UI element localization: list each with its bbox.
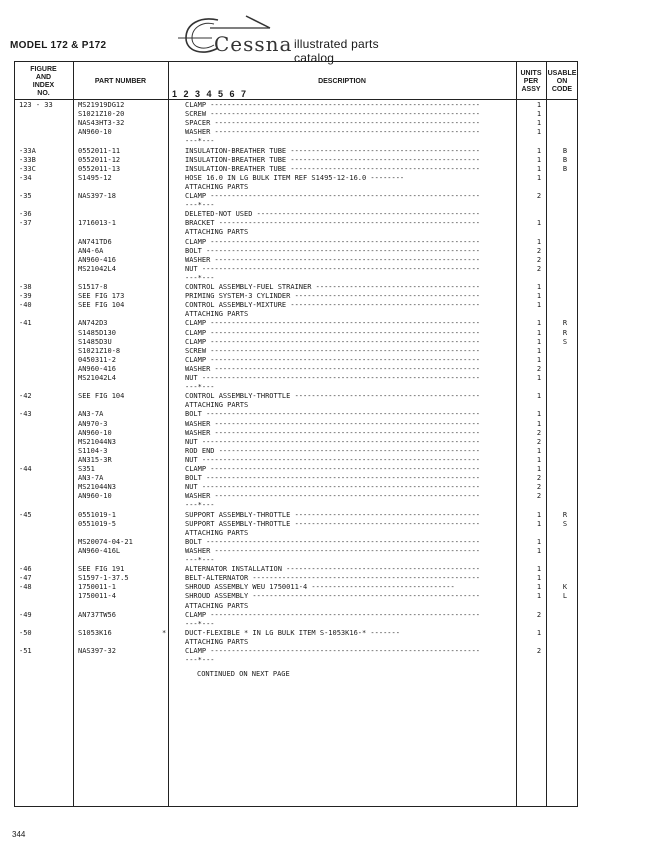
description-cell: BOLT -----------------------------------------------------------------	[185, 537, 481, 546]
description-cell: ---*---	[185, 383, 215, 392]
page-number: 344	[12, 830, 26, 839]
col-head-desc: DESCRIPTION	[318, 78, 366, 85]
description-cell: BRACKET --------------------------------------------------------------	[185, 219, 481, 228]
description-cell: CLAMP ----------------------------------------------------------------	[185, 192, 481, 200]
part-number-cell: SEE FIG 104	[78, 392, 125, 401]
description-cell: INSULATION-BREATHER TUBE ---------------------------------------------	[185, 146, 481, 155]
description-cell: ---*---	[185, 273, 215, 282]
col-head-index	[14, 66, 73, 98]
part-number-cell: 0551019-1	[78, 510, 116, 519]
units-cell: 1	[536, 592, 542, 601]
units-cell: 2	[536, 483, 542, 492]
index-cell: -34	[19, 173, 32, 182]
part-number-cell: S351	[78, 465, 95, 473]
index-cell: -44	[19, 465, 32, 473]
part-number-cell: AN3-7A	[78, 410, 104, 419]
table-row	[14, 401, 578, 410]
table-row	[14, 647, 578, 656]
description-cell: WASHER ---------------------------------------------------------------	[185, 419, 481, 428]
description-cell: ---*---	[185, 201, 215, 210]
description-cell: ---*---	[185, 556, 215, 564]
units-cell: 1	[536, 219, 542, 228]
table-row	[14, 592, 578, 601]
description-cell: BOLT -----------------------------------------------------------------	[185, 474, 481, 483]
units-cell: 1	[536, 337, 542, 346]
col-head-units	[516, 70, 546, 94]
table-row	[14, 492, 578, 501]
part-number-cell: AN4-6A	[78, 246, 104, 255]
description-cell: NUT ------------------------------------------------------------------	[185, 455, 481, 464]
description-cell: ATTACHING PARTS	[185, 182, 249, 191]
part-number-cell: S1485D130	[78, 328, 116, 337]
index-cell: -51	[19, 647, 32, 655]
description-cell: SUPPORT ASSEMBLY-THROTTLE --------------------------------------------	[185, 519, 481, 528]
units-cell: 1	[536, 101, 542, 109]
header-divider	[14, 99, 578, 100]
units-cell: 1	[536, 410, 542, 419]
part-number-cell: AN315-3R	[78, 455, 112, 464]
description-cell: DUCT-FLEXIBLE * IN LG BULK ITEM S-1053K16-* -------	[185, 628, 400, 637]
index-cell: -38	[19, 283, 32, 291]
table-row	[14, 338, 578, 347]
col-head-index-line: NO.	[37, 90, 50, 97]
part-number-cell: MS21042L4	[78, 264, 116, 273]
table-row	[14, 219, 578, 228]
table-row	[14, 147, 578, 156]
description-cell: CLAMP ----------------------------------------------------------------	[185, 355, 481, 364]
usable-code-cell: B	[562, 155, 568, 164]
table-row	[14, 365, 578, 374]
description-cell: CLAMP ----------------------------------------------------------------	[185, 647, 481, 655]
usable-code-cell: K	[562, 583, 568, 592]
units-cell: 1	[536, 146, 542, 155]
index-cell: -39	[19, 292, 32, 301]
units-cell: 1	[536, 565, 542, 574]
units-cell: 1	[536, 237, 542, 246]
table-row	[14, 201, 578, 210]
units-cell: 1	[536, 173, 542, 182]
units-cell: 2	[536, 610, 542, 619]
units-cell: 1	[536, 128, 542, 137]
table-row	[14, 137, 578, 146]
table-row	[14, 629, 578, 638]
table-row	[14, 556, 578, 565]
table-row	[14, 447, 578, 456]
units-cell: 1	[536, 446, 542, 455]
table-row	[14, 429, 578, 438]
table-row	[14, 310, 578, 319]
description-cell: NUT ------------------------------------------------------------------	[185, 374, 481, 382]
units-cell: 1	[536, 392, 542, 401]
table-row	[14, 183, 578, 192]
description-cell: SCREW ----------------------------------------------------------------	[185, 110, 481, 119]
continued-note: CONTINUED ON NEXT PAGE	[197, 670, 290, 678]
part-number-cell: AN960-10	[78, 428, 112, 437]
description-cell: CLAMP ----------------------------------------------------------------	[185, 337, 481, 346]
description-cell: BELT-ALTERNATOR ------------------------------------------------------	[185, 574, 481, 583]
index-cell: -41	[19, 319, 32, 328]
table-row	[14, 483, 578, 492]
table-row	[14, 283, 578, 292]
usable-code-cell: R	[562, 319, 568, 328]
table-row	[14, 274, 578, 283]
description-cell: SPACER ---------------------------------------------------------------	[185, 119, 481, 128]
table-row	[14, 565, 578, 574]
part-number-cell: AN960-416	[78, 364, 116, 373]
units-cell: 1	[536, 292, 542, 301]
description-cell: WASHER ---------------------------------------------------------------	[185, 492, 481, 501]
units-cell: 2	[536, 255, 542, 264]
units-cell: 1	[536, 455, 542, 464]
part-number-cell: SEE FIG 104	[78, 301, 125, 310]
part-number-cell: AN970-3	[78, 419, 108, 428]
description-cell: INSULATION-BREATHER TUBE ---------------------------------------------	[185, 164, 481, 173]
units-cell: 1	[536, 519, 542, 528]
units-cell: 2	[536, 246, 542, 255]
table-row	[14, 474, 578, 483]
units-cell: 2	[536, 364, 542, 373]
part-number-cell: NAS43HT3-32	[78, 119, 125, 128]
col-head-usable-line: ON	[556, 78, 568, 85]
units-cell: 1	[536, 510, 542, 519]
table-row	[14, 347, 578, 356]
table-row	[14, 156, 578, 165]
description-cell: NUT ------------------------------------------------------------------	[185, 437, 481, 446]
units-cell: 2	[536, 492, 542, 501]
index-cell: -40	[19, 301, 32, 310]
description-cell: SUPPORT ASSEMBLY-THROTTLE --------------------------------------------	[185, 510, 481, 519]
description-cell: ATTACHING PARTS	[185, 637, 249, 646]
col-head-units-line: UNITS	[520, 70, 542, 77]
description-cell: CLAMP ----------------------------------------------------------------	[185, 101, 481, 109]
description-cell: PRIMING SYSTEM-3 CYLINDER --------------------------------------------	[185, 292, 481, 301]
index-cell: -33A	[19, 146, 36, 155]
table-row	[14, 210, 578, 219]
index-cell: -48	[19, 583, 32, 592]
table-row	[14, 410, 578, 419]
table-row	[14, 392, 578, 401]
col-head-index-line: INDEX	[32, 82, 55, 89]
units-cell: 2	[536, 437, 542, 446]
part-number-cell: AN960-10	[78, 492, 112, 501]
table-row	[14, 128, 578, 137]
part-number-cell: SEE FIG 173	[78, 292, 125, 301]
part-number-cell: AN3-7A	[78, 474, 104, 483]
table-row	[14, 501, 578, 510]
table-row	[14, 301, 578, 310]
part-number-cell: 1750011-4	[78, 592, 116, 601]
part-number-cell: S1104-3	[78, 446, 108, 455]
part-number-cell: S1597-1-37.5	[78, 574, 129, 583]
part-number-cell: 0552011-13	[78, 164, 121, 173]
col-head-units-line: PER	[523, 78, 539, 85]
col-head-usable-line: USABLE	[547, 70, 577, 77]
description-cell: ---*---	[185, 619, 215, 628]
table-row	[14, 292, 578, 301]
description-cell: ATTACHING PARTS	[185, 228, 249, 237]
units-cell: 1	[536, 537, 542, 546]
units-cell: 1	[536, 155, 542, 164]
usable-code-cell: R	[562, 328, 568, 337]
description-cell: ---*---	[185, 656, 215, 665]
col-head-usable	[546, 70, 578, 94]
part-number-cell: AN742D3	[78, 319, 108, 328]
units-cell: 2	[536, 474, 542, 483]
index-cell: -50	[19, 628, 32, 637]
description-cell: SHROUD ASSEMBLY ------------------------------------------------------	[185, 592, 481, 601]
table-row	[14, 238, 578, 247]
part-number-cell: 0552011-11	[78, 146, 121, 155]
description-cell: ALTERNATOR INSTALLATION ----------------------------------------------	[185, 565, 481, 574]
table-row	[14, 456, 578, 465]
index-cell: 123 - 33	[19, 101, 53, 109]
part-number-cell: S1053K16	[78, 628, 112, 637]
part-number-cell: AN960-416L	[78, 546, 121, 555]
part-number-cell: NAS397-18	[78, 192, 116, 200]
description-cell: WASHER ---------------------------------------------------------------	[185, 255, 481, 264]
part-number-cell: NAS397-32	[78, 647, 116, 655]
description-cell: DELETED-NOT USED -----------------------------------------------------	[185, 210, 481, 219]
description-cell: CLAMP ----------------------------------------------------------------	[185, 465, 481, 473]
description-cell: CLAMP ----------------------------------------------------------------	[185, 610, 481, 619]
table-row	[14, 465, 578, 474]
units-cell: 1	[536, 628, 542, 637]
description-cell: NUT ------------------------------------------------------------------	[185, 483, 481, 492]
table-row	[14, 620, 578, 629]
part-number-cell: AN960-10	[78, 128, 112, 137]
description-cell: SHROUD ASSEMBLY WEU 1750011-4 ----------------------------------	[185, 583, 455, 592]
col-head-index-line: FIGURE	[30, 66, 57, 73]
part-number-cell: MS21919DG12	[78, 101, 125, 109]
description-cell: CLAMP ----------------------------------------------------------------	[185, 237, 481, 246]
index-cell: -42	[19, 392, 32, 401]
index-cell: -35	[19, 192, 32, 200]
table-row	[14, 110, 578, 119]
usable-code-cell: L	[562, 592, 568, 601]
description-cell: ATTACHING PARTS	[185, 528, 249, 537]
table-row	[14, 319, 578, 328]
part-number-cell: AN960-416	[78, 255, 116, 264]
units-cell: 1	[536, 301, 542, 310]
part-number-cell: 0551019-5	[78, 519, 116, 528]
index-cell: -33C	[19, 164, 36, 173]
description-cell: BOLT -----------------------------------------------------------------	[185, 410, 481, 419]
units-cell: 1	[536, 346, 542, 355]
description-cell: CLAMP ----------------------------------------------------------------	[185, 319, 481, 328]
units-cell: 1	[536, 164, 542, 173]
units-cell: 1	[536, 319, 542, 328]
index-cell: -49	[19, 610, 32, 619]
description-cell: CONTROL ASSEMBLY-MIXTURE ---------------------------------------------	[185, 301, 481, 310]
part-number-cell: S1517-8	[78, 283, 108, 291]
part-number-cell: MS21044N3	[78, 483, 116, 492]
part-number-cell: SEE FIG 191	[78, 565, 125, 574]
model-title: MODEL 172 & P172	[10, 40, 107, 51]
description-cell: HOSE 16.0 IN LG BULK ITEM REF S1495-12-16.0 --------	[185, 173, 405, 182]
table-row	[14, 119, 578, 128]
cessna-logo	[178, 10, 408, 65]
units-cell: 1	[536, 283, 542, 291]
table-row	[14, 656, 578, 665]
table-row	[14, 574, 578, 583]
units-cell: 1	[536, 546, 542, 555]
description-cell: ---*---	[185, 501, 215, 510]
part-number-cell: AN737TW56	[78, 610, 116, 619]
index-cell: -43	[19, 410, 32, 419]
part-number-cell: MS21042L4	[78, 374, 116, 382]
units-cell: 1	[536, 419, 542, 428]
units-cell: 2	[536, 192, 542, 200]
units-cell: 1	[536, 465, 542, 473]
part-number-cell: S1485D3U	[78, 337, 112, 346]
part-number-cell: 1750011-1	[78, 583, 116, 592]
table-row	[14, 329, 578, 338]
description-cell: CONTROL ASSEMBLY-THROTTLE --------------------------------------------	[185, 392, 481, 401]
desc-indent-levels: 1 2 3 4 5 6 7	[172, 89, 249, 99]
description-cell: ATTACHING PARTS	[185, 310, 249, 319]
index-cell: -47	[19, 574, 32, 583]
table-row	[14, 101, 578, 110]
description-cell: WASHER ---------------------------------------------------------------	[185, 128, 481, 137]
index-cell: -36	[19, 210, 32, 219]
table-row	[14, 538, 578, 547]
table-row	[14, 192, 578, 201]
table-row	[14, 438, 578, 447]
index-cell: -45	[19, 510, 32, 519]
units-cell: 2	[536, 647, 542, 655]
index-cell: -46	[19, 565, 32, 574]
table-row	[14, 256, 578, 265]
part-number-cell: S1021Z10-8	[78, 346, 121, 355]
table-row	[14, 547, 578, 556]
table-row	[14, 420, 578, 429]
description-cell: CLAMP ----------------------------------------------------------------	[185, 328, 481, 337]
table-row	[14, 374, 578, 383]
col-head-part: PART NUMBER	[94, 78, 147, 85]
description-cell: NUT ------------------------------------------------------------------	[185, 264, 481, 273]
description-cell: WASHER ---------------------------------------------------------------	[185, 546, 481, 555]
part-number-cell: 0450311-2	[78, 355, 116, 364]
units-cell: 1	[536, 574, 542, 583]
table-row	[14, 583, 578, 592]
description-cell: SCREW ----------------------------------------------------------------	[185, 346, 481, 355]
units-cell: 1	[536, 110, 542, 119]
description-cell: ATTACHING PARTS	[185, 601, 249, 610]
table-row	[14, 383, 578, 392]
units-cell: 1	[536, 355, 542, 364]
table-row	[14, 511, 578, 520]
units-cell: 1	[536, 328, 542, 337]
table-row	[14, 356, 578, 365]
col-head-units-line: ASSY	[521, 86, 541, 93]
part-number-cell: S1495-12	[78, 173, 112, 182]
usable-code-cell: S	[562, 519, 568, 528]
table-row	[14, 611, 578, 620]
usable-code-cell: R	[562, 510, 568, 519]
part-number-cell: MS20074-04-21	[78, 537, 133, 546]
usable-code-cell: B	[562, 164, 568, 173]
table-row	[14, 174, 578, 183]
table-row	[14, 228, 578, 237]
index-cell: -37	[19, 219, 32, 228]
table-row	[14, 247, 578, 256]
part-number-cell: 0552011-12	[78, 155, 121, 164]
units-cell: 1	[536, 583, 542, 592]
col-head-index-line: AND	[35, 74, 52, 81]
part-number-cell: AN741TD6	[78, 237, 112, 246]
description-cell: ---*---	[185, 137, 215, 146]
part-mark-cell: *	[162, 628, 167, 637]
catalog-title: illustrated parts catalog	[294, 37, 379, 65]
part-number-cell: MS21044N3	[78, 437, 116, 446]
description-cell: WASHER ---------------------------------------------------------------	[185, 428, 481, 437]
description-cell: ATTACHING PARTS	[185, 401, 249, 410]
units-cell: 1	[536, 374, 542, 382]
table-row	[14, 520, 578, 529]
description-cell: BOLT -----------------------------------------------------------------	[185, 246, 481, 255]
description-cell: WASHER ---------------------------------------------------------------	[185, 364, 481, 373]
table-row	[14, 638, 578, 647]
part-number-cell: 1716013-1	[78, 219, 116, 228]
col-head-usable-line: CODE	[551, 86, 573, 93]
table-row	[14, 265, 578, 274]
description-cell: INSULATION-BREATHER TUBE ---------------------------------------------	[185, 155, 481, 164]
table-row	[14, 529, 578, 538]
description-cell: CONTROL ASSEMBLY-FUEL STRAINER ---------------------------------------	[185, 283, 481, 291]
usable-code-cell: B	[562, 146, 568, 155]
units-cell: 1	[536, 119, 542, 128]
usable-code-cell: S	[562, 337, 568, 346]
units-cell: 2	[536, 428, 542, 437]
brand-name: Cessna	[214, 32, 293, 56]
units-cell: 2	[536, 264, 542, 273]
part-number-cell: S1021Z10-20	[78, 110, 125, 119]
index-cell: -33B	[19, 155, 36, 164]
table-row	[14, 165, 578, 174]
table-row	[14, 602, 578, 611]
description-cell: ROD END --------------------------------------------------------------	[185, 446, 481, 455]
